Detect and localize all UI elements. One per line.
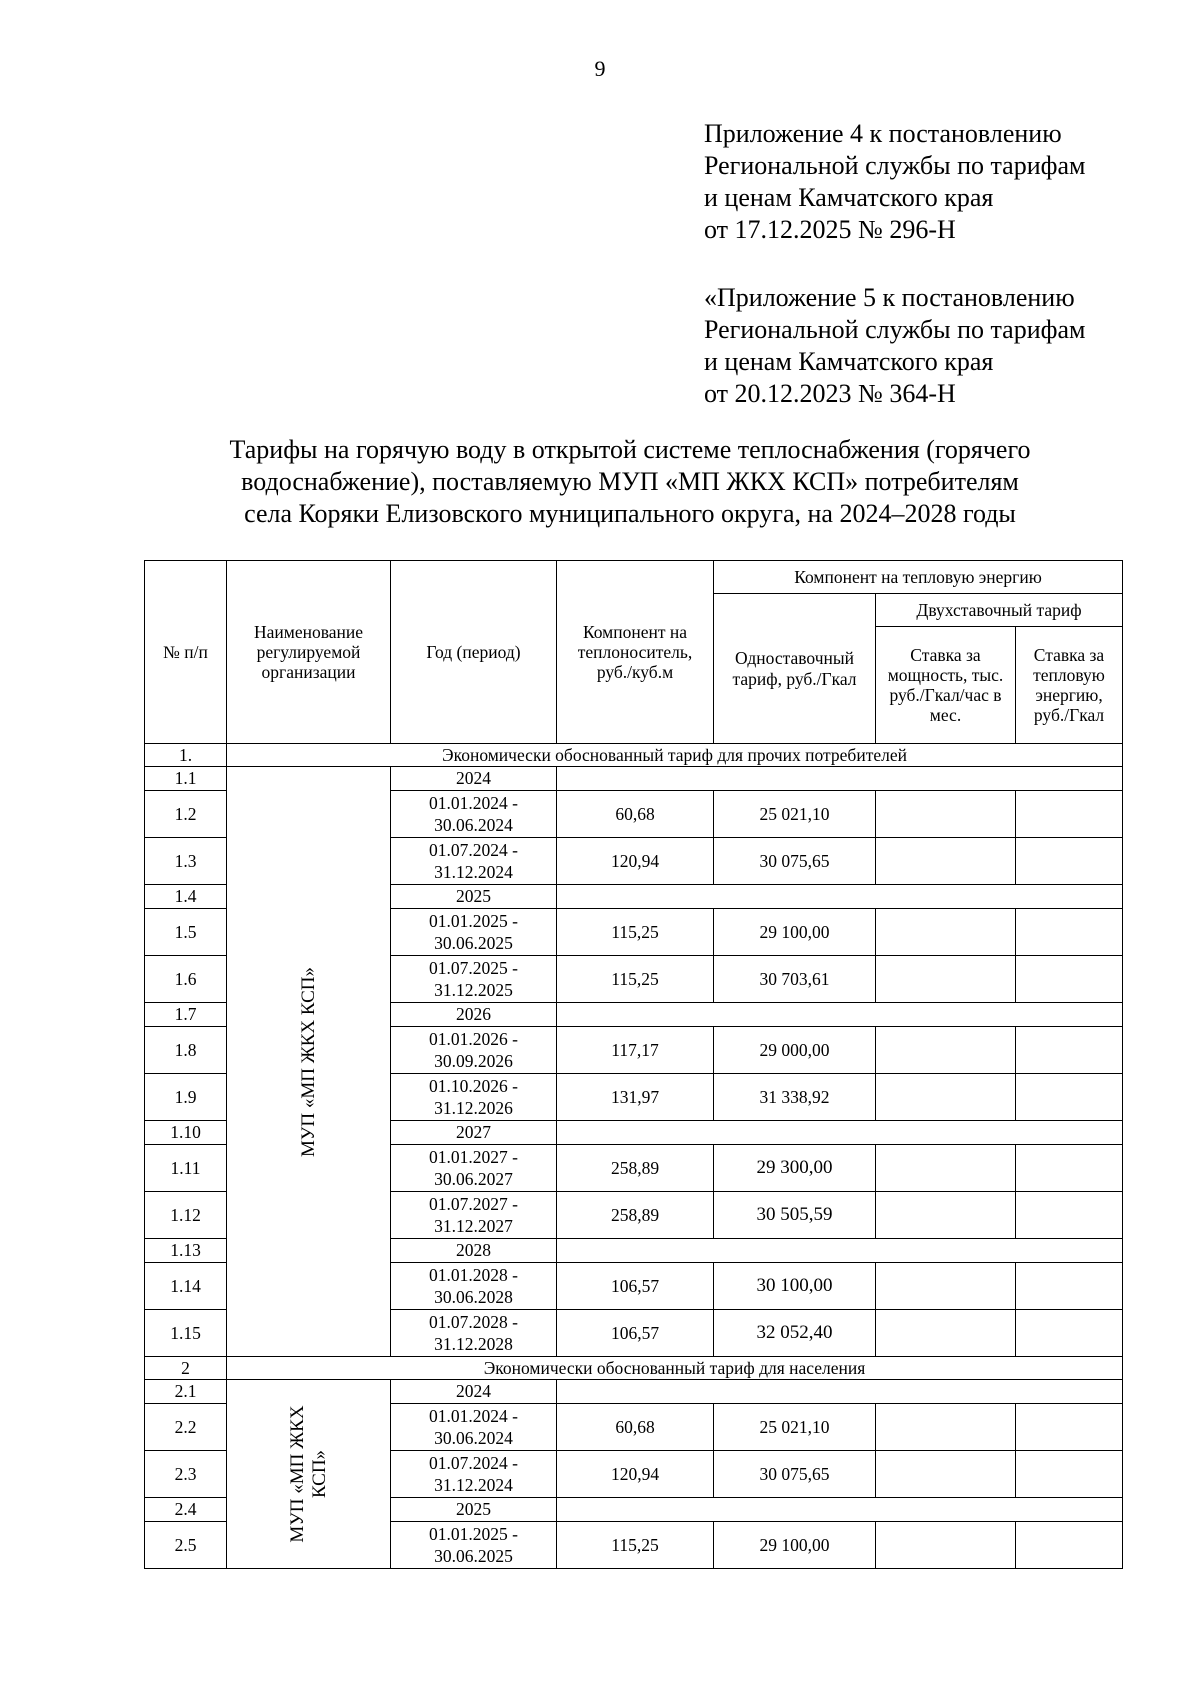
period-from: 01.07.2028 - xyxy=(429,1312,518,1332)
section-title: Экономически обоснованный тариф для населения xyxy=(227,1357,1123,1380)
period-to: 30.06.2024 xyxy=(434,1428,513,1448)
header-period: Год (период) xyxy=(391,561,557,744)
page-number: 9 xyxy=(594,56,606,81)
energy-rate-value xyxy=(1016,1404,1123,1451)
one-part-tariff-value: 30 100,00 xyxy=(714,1263,876,1310)
row-number: 2.4 xyxy=(145,1498,227,1522)
header-energy-rate: Ставка за тепловую энергию, руб./Гкал xyxy=(1016,627,1123,744)
row-number: 1.2 xyxy=(145,791,227,838)
period-cell xyxy=(391,1074,557,1121)
period-to: 31.12.2025 xyxy=(434,980,513,1000)
year-spacer xyxy=(557,1380,1123,1404)
one-part-tariff-value: 30 075,65 xyxy=(714,1451,876,1498)
row-number: 1.3 xyxy=(145,838,227,885)
appendix-line: и ценам Камчатского края xyxy=(704,347,994,376)
period-to: 30.06.2024 xyxy=(434,815,513,835)
title-line: Тарифы на горячую воду в открытой системе теплоснабжения (горячего xyxy=(229,435,1031,464)
period-cell xyxy=(391,956,557,1003)
tariff-table xyxy=(144,560,1123,1569)
row-number: 1.12 xyxy=(145,1192,227,1239)
capacity-rate-value xyxy=(876,1027,1016,1074)
period-cell xyxy=(391,1404,557,1451)
period-from: 01.07.2024 - xyxy=(429,840,518,860)
year-row xyxy=(145,1380,1123,1404)
energy-rate-value xyxy=(1016,909,1123,956)
row-number: 2.3 xyxy=(145,1451,227,1498)
period-from: 01.01.2027 - xyxy=(429,1147,518,1167)
coolant-value: 258,89 xyxy=(557,1192,714,1239)
coolant-value: 60,68 xyxy=(557,1404,714,1451)
section-number: 1. xyxy=(145,744,227,767)
header-capacity-rate: Ставка за мощность, тыс. руб./Гкал/час в мес. xyxy=(876,627,1016,744)
row-number: 1.5 xyxy=(145,909,227,956)
capacity-rate-value xyxy=(876,1404,1016,1451)
row-number: 1.11 xyxy=(145,1145,227,1192)
period-from: 01.01.2024 - xyxy=(429,793,518,813)
period-from: 01.01.2024 - xyxy=(429,1406,518,1426)
row-number: 1.6 xyxy=(145,956,227,1003)
row-number: 1.4 xyxy=(145,885,227,909)
coolant-value: 120,94 xyxy=(557,838,714,885)
one-part-tariff-value: 30 505,59 xyxy=(714,1192,876,1239)
header-two-part: Двухставочный тариф xyxy=(876,594,1123,627)
appendix-line: «Приложение 5 к постановлению xyxy=(704,283,1075,312)
capacity-rate-value xyxy=(876,909,1016,956)
coolant-value: 106,57 xyxy=(557,1310,714,1357)
capacity-rate-value xyxy=(876,791,1016,838)
row-number: 2.2 xyxy=(145,1404,227,1451)
period-to: 30.06.2025 xyxy=(434,933,513,953)
coolant-value: 115,25 xyxy=(557,1522,714,1569)
energy-rate-value xyxy=(1016,1451,1123,1498)
one-part-tariff-value: 30 075,65 xyxy=(714,838,876,885)
coolant-value: 131,97 xyxy=(557,1074,714,1121)
one-part-tariff-value: 29 100,00 xyxy=(714,909,876,956)
period-from: 01.01.2025 - xyxy=(429,911,518,931)
appendix-line: от 20.12.2023 № 364-Н xyxy=(704,379,956,408)
appendix-line: и ценам Камчатского края xyxy=(704,183,994,212)
appendix-line: Региональной службы по тарифам xyxy=(704,151,1086,180)
period-to: 30.09.2026 xyxy=(434,1051,513,1071)
year-spacer xyxy=(557,1239,1123,1263)
energy-rate-value xyxy=(1016,1522,1123,1569)
header-coolant: Компонент на теплоноситель, руб./куб.м xyxy=(557,561,714,744)
one-part-tariff-value: 29 300,00 xyxy=(714,1145,876,1192)
period-to: 31.12.2024 xyxy=(434,862,513,882)
year-label: 2026 xyxy=(391,1003,557,1027)
document-title xyxy=(120,434,1140,530)
capacity-rate-value xyxy=(876,1310,1016,1357)
appendix-current-header xyxy=(704,118,1085,246)
row-number: 1.13 xyxy=(145,1239,227,1263)
title-line: села Коряки Елизовского муниципального округа, на 2024–2028 годы xyxy=(244,499,1016,528)
year-spacer xyxy=(557,767,1123,791)
period-from: 01.01.2026 - xyxy=(429,1029,518,1049)
energy-rate-value xyxy=(1016,1192,1123,1239)
coolant-value: 60,68 xyxy=(557,791,714,838)
one-part-tariff-value: 29 100,00 xyxy=(714,1522,876,1569)
one-part-tariff-value: 25 021,10 xyxy=(714,1404,876,1451)
period-from: 01.01.2028 - xyxy=(429,1265,518,1285)
energy-rate-value xyxy=(1016,1145,1123,1192)
period-cell xyxy=(391,791,557,838)
capacity-rate-value xyxy=(876,956,1016,1003)
appendix-line: Региональной службы по тарифам xyxy=(704,315,1086,344)
header-row xyxy=(145,561,1123,594)
row-number: 1.8 xyxy=(145,1027,227,1074)
row-number: 1.15 xyxy=(145,1310,227,1357)
one-part-tariff-value: 25 021,10 xyxy=(714,791,876,838)
capacity-rate-value xyxy=(876,1263,1016,1310)
period-cell xyxy=(391,1145,557,1192)
appendix-original-header xyxy=(704,282,1085,410)
period-to: 31.12.2024 xyxy=(434,1475,513,1495)
one-part-tariff-value: 32 052,40 xyxy=(714,1310,876,1357)
header-heat-component: Компонент на тепловую энергию xyxy=(714,561,1123,594)
one-part-tariff-value: 30 703,61 xyxy=(714,956,876,1003)
capacity-rate-value xyxy=(876,1451,1016,1498)
period-from: 01.10.2026 - xyxy=(429,1076,518,1096)
row-number: 2.1 xyxy=(145,1380,227,1404)
capacity-rate-value xyxy=(876,838,1016,885)
section-title: Экономически обоснованный тариф для прочих потребителей xyxy=(227,744,1123,767)
organization-name: МУП «МП ЖКХ КСП» xyxy=(297,966,319,1157)
row-number: 1.9 xyxy=(145,1074,227,1121)
period-from: 01.07.2024 - xyxy=(429,1453,518,1473)
coolant-value: 106,57 xyxy=(557,1263,714,1310)
period-to: 31.12.2027 xyxy=(434,1216,513,1236)
period-to: 30.06.2028 xyxy=(434,1287,513,1307)
period-cell xyxy=(391,1451,557,1498)
organization-name: МУП «МП ЖКХ КСП» xyxy=(286,1405,330,1543)
energy-rate-value xyxy=(1016,1074,1123,1121)
period-cell xyxy=(391,1263,557,1310)
energy-rate-value xyxy=(1016,1263,1123,1310)
energy-rate-value xyxy=(1016,1027,1123,1074)
period-from: 01.01.2025 - xyxy=(429,1524,518,1544)
capacity-rate-value xyxy=(876,1074,1016,1121)
capacity-rate-value xyxy=(876,1145,1016,1192)
year-spacer xyxy=(557,1121,1123,1145)
appendix-line: Приложение 4 к постановлению xyxy=(704,119,1062,148)
row-number: 1.10 xyxy=(145,1121,227,1145)
period-cell xyxy=(391,909,557,956)
period-from: 01.07.2025 - xyxy=(429,958,518,978)
header-num: № п/п xyxy=(145,561,227,744)
energy-rate-value xyxy=(1016,838,1123,885)
one-part-tariff-value: 29 000,00 xyxy=(714,1027,876,1074)
energy-rate-value xyxy=(1016,956,1123,1003)
row-number: 2.5 xyxy=(145,1522,227,1569)
section-number: 2 xyxy=(145,1357,227,1380)
period-to: 31.12.2026 xyxy=(434,1098,513,1118)
year-label: 2024 xyxy=(391,767,557,791)
year-row xyxy=(145,767,1123,791)
organization-cell xyxy=(227,767,391,1357)
header-one-part: Одноставочный тариф, руб./Гкал xyxy=(714,594,876,744)
year-label: 2025 xyxy=(391,1498,557,1522)
period-to: 31.12.2028 xyxy=(434,1334,513,1354)
coolant-value: 258,89 xyxy=(557,1145,714,1192)
year-spacer xyxy=(557,885,1123,909)
energy-rate-value xyxy=(1016,1310,1123,1357)
year-spacer xyxy=(557,1003,1123,1027)
period-from: 01.07.2027 - xyxy=(429,1194,518,1214)
year-label: 2027 xyxy=(391,1121,557,1145)
period-cell xyxy=(391,1522,557,1569)
period-cell xyxy=(391,838,557,885)
section-row xyxy=(145,744,1123,767)
row-number: 1.7 xyxy=(145,1003,227,1027)
period-to: 30.06.2027 xyxy=(434,1169,513,1189)
organization-cell xyxy=(227,1380,391,1569)
capacity-rate-value xyxy=(876,1522,1016,1569)
header-org: Наименование регулируемой организации xyxy=(227,561,391,744)
period-cell xyxy=(391,1192,557,1239)
row-number: 1.1 xyxy=(145,767,227,791)
coolant-value: 115,25 xyxy=(557,956,714,1003)
period-cell xyxy=(391,1027,557,1074)
year-label: 2025 xyxy=(391,885,557,909)
energy-rate-value xyxy=(1016,791,1123,838)
coolant-value: 117,17 xyxy=(557,1027,714,1074)
year-label: 2024 xyxy=(391,1380,557,1404)
one-part-tariff-value: 31 338,92 xyxy=(714,1074,876,1121)
section-row xyxy=(145,1357,1123,1380)
period-cell xyxy=(391,1310,557,1357)
year-spacer xyxy=(557,1498,1123,1522)
coolant-value: 120,94 xyxy=(557,1451,714,1498)
period-to: 30.06.2025 xyxy=(434,1546,513,1566)
appendix-line: от 17.12.2025 № 296-Н xyxy=(704,215,956,244)
row-number: 1.14 xyxy=(145,1263,227,1310)
capacity-rate-value xyxy=(876,1192,1016,1239)
coolant-value: 115,25 xyxy=(557,909,714,956)
year-label: 2028 xyxy=(391,1239,557,1263)
title-line: водоснабжение), поставляемую МУП «МП ЖКХ КСП» потребителям xyxy=(241,467,1019,496)
